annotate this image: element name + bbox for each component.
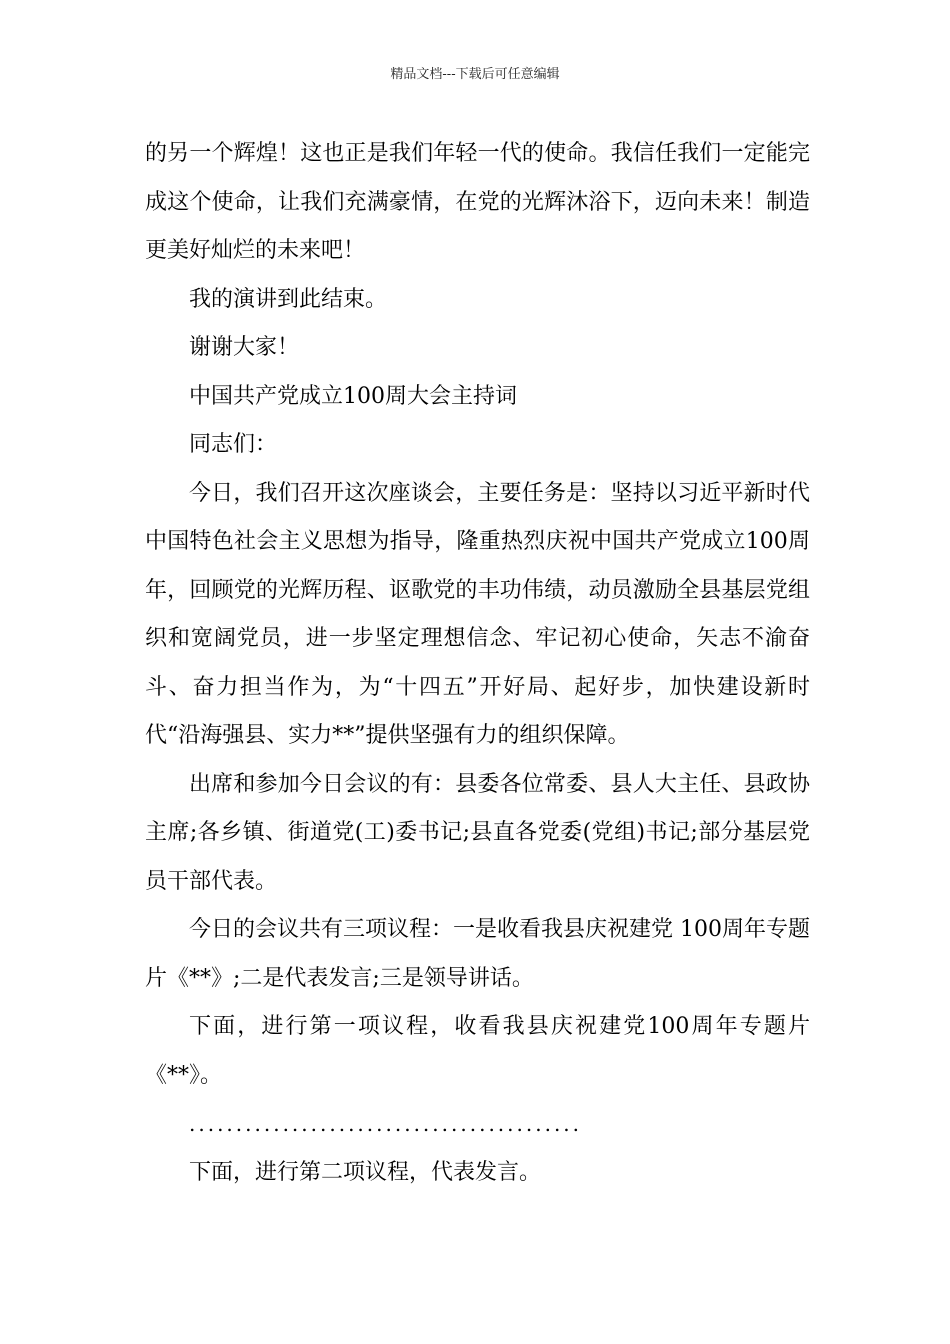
document-body (145, 130, 810, 1197)
paragraph-continuation: 的另一个辉煌！这也正是我们年轻一代的使命。我信任我们一定能完成这个使命，让我们充满豪情，在党的光辉沐浴下，迈向未来！制造更美好灿烂的未来吧！ (145, 141, 810, 263)
paragraph-thanks: 谢谢大家！ (189, 335, 300, 360)
section-title: 中国共产党成立100周大会主持词 (189, 383, 517, 409)
paragraph-agenda: 今日的会议共有三项议程：一是收看我县庆祝建党 100周年专题片《**》;二是代表发言;三是领导讲话。 (145, 917, 810, 991)
page-header: 精品文档---下载后可任意编辑 (390, 67, 560, 82)
paragraph-agenda-item-one: 下面，进行第一项议程，收看我县庆祝建党100周年专题片《**》。 (145, 1014, 810, 1088)
paragraph-attendees: 出席和参加今日会议的有：县委各位常委、县人大主任、县政协主席;各乡镇、街道党(工)委书记;县直各党委(党组)书记;部分基层党员干部代表。 (145, 771, 810, 894)
paragraph-meeting-purpose: 今日，我们召开这次座谈会，主要任务是：坚持以习近平新时代中国特色社会主义思想为指导，隆重热烈庆祝中国共产党成立100周年，回顾党的光辉历程、讴歌党的丰功伟绩，动员激励全县基层党组织和宽阔党员，进一步坚定理想信念、牢记初心使命，矢志不渝奋斗、奋力担当作为，为“十四五”开好局、起好步，加快建设新时代“沿海强县、实力**”提供坚强有力的组织保障。 (145, 480, 810, 748)
ellipsis-divider: .......................................... (189, 1112, 583, 1136)
paragraph-greeting: 同志们： (189, 432, 278, 457)
paragraph-speech-end: 我的演讲到此结束。 (189, 286, 388, 312)
paragraph-agenda-item-two: 下面，进行第二项议程，代表发言。 (189, 1159, 542, 1185)
